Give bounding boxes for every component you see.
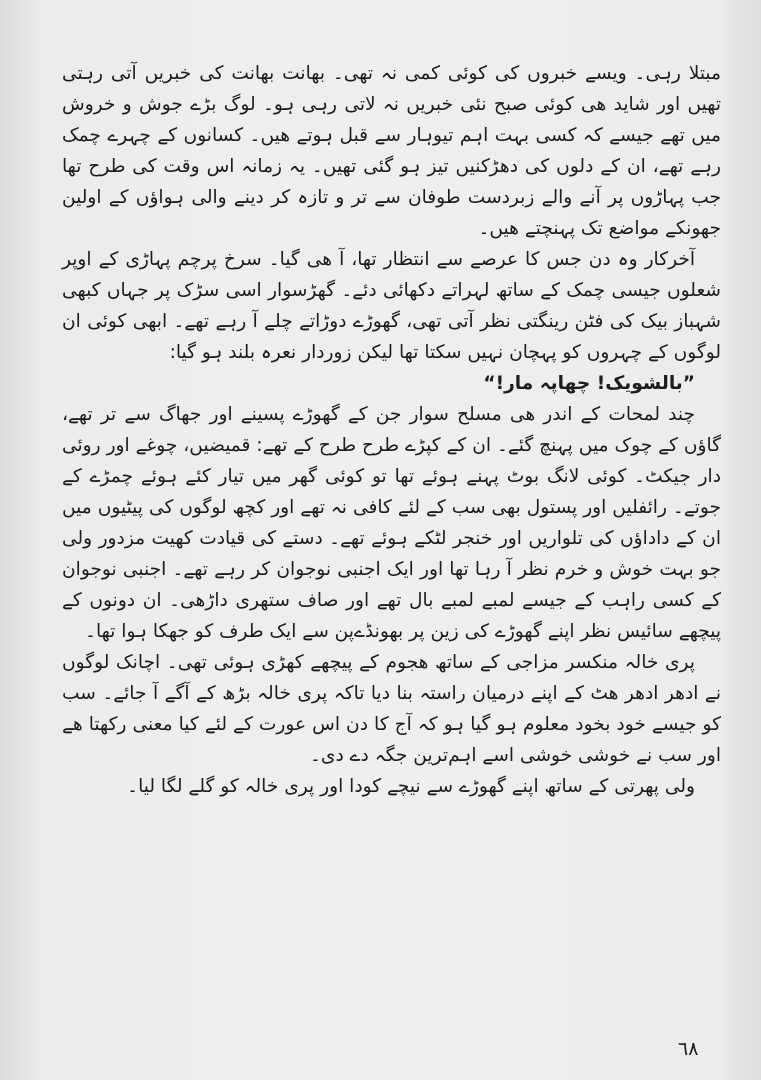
quote-line: ”بالشویک! چھاپہ مار!“ — [483, 373, 695, 394]
page-number: ٦٨ — [678, 1038, 699, 1060]
paragraph-3: چند لمحات کے اندر ھی مسلح سوار جن کے گھوڑے پسینے اور جھاگ سے تر تھے، گاؤں کے چوک میں پہنچ گئے۔ ان کے کپڑے طرح طرح کے تھے: قمیضیں، چوغے اور روئی دار جیکٹ۔ کوئی لانگ بوٹ پہنے ہوئے تھا تو کوئی گھر میں تیار کئے ہوئے چمڑے کے جوتے۔ رائفلیں اور پستول بھی سب کے لئے کافی نہ تھے اور کچھ لوگوں کی پیٹیوں میں ان کے داداؤں کی تلواریں اور خنجر لٹکے ہوئے تھے۔ دستے کی قیادت کھیت مزدور ولی جو بہت خوش و خرم نظر آ رہا تھا اور ایک اجنبی نوجوان کر رہے تھے۔ اجنبی نوجوان کے کسی راہب کے جیسے لمبے لمبے بال تھے اور صاف ستھری داڑھی۔ ان دونوں کے پیچھے سائیس نظر اپنے گھوڑے کی زین پر بھونڈے‌پن سے ایک طرف کو جھکا ہوا تھا۔ — [62, 404, 721, 642]
paragraph-5: ولی پھرتی کے ساتھ اپنے گھوڑے سے نیچے کودا اور پری خالہ کو گلے لگا لیا۔ — [127, 776, 695, 797]
paragraph-4: پری خالہ منکسر مزاجی کے ساتھ ھجوم کے پیچھے کھڑی ہوئی تھی۔ اچانک لوگوں نے ادھر ادھر ھٹ کے اپنے درمیان راستہ بنا دیا تاکہ پری خالہ بڑھ کے آگے آ جائے۔ سب کو جیسے خود بخود معلوم ہو گیا ہو کہ آج کا دن اس عورت کے لئے کیا معنی رکھتا ھے اور سب نے خوشی خوشی اسے اہم‌ترین جگہ دے دی۔ — [62, 652, 721, 766]
page-text — [62, 58, 721, 802]
paragraph-1: مبتلا رہی۔ ویسے خبروں کی کوئی کمی نہ تھی۔ بھانت بھانت کی خبریں آتی رہتی تھیں اور شاید ھی کوئی صبح نئی خبریں نہ لاتی رہی ہو۔ لوگ بڑے جوش و خروش میں تھے جیسے کہ کسی بہت اہم تیوہار سے قبل ہوتے ھیں۔ کسانوں کے چہرے چمک رہے تھے، ان کے دلوں کی دھڑکنیں تیز ہو گئی تھیں۔ یہ زمانہ اس وقت کی طرح تھا جب پہاڑوں پر آنے والے زبردست طوفان سے تر و تازہ کر دینے والی ہواؤں کے اولین جھونکے مواضع تک پہنچتے ھیں۔ — [62, 63, 721, 239]
paragraph-2: آخرکار وہ دن جس کا عرصے سے انتظار تھا، آ ھی گیا۔ سرخ پرچم پہاڑی کے اوپر شعلوں جیسی چمک کے ساتھ لہراتے دکھائی دئے۔ گھڑسوار اسی سڑک پر جہاں کبھی شہباز بیک کی فٹن رینگتی نظر آتی تھی، گھوڑے دوڑاتے چلے آ رہے تھے۔ ابھی کوئی ان لوگوں کے چہروں کو پہچان نہیں سکتا تھا لیکن زوردار نعرہ بلند ہو گیا: — [62, 249, 721, 363]
